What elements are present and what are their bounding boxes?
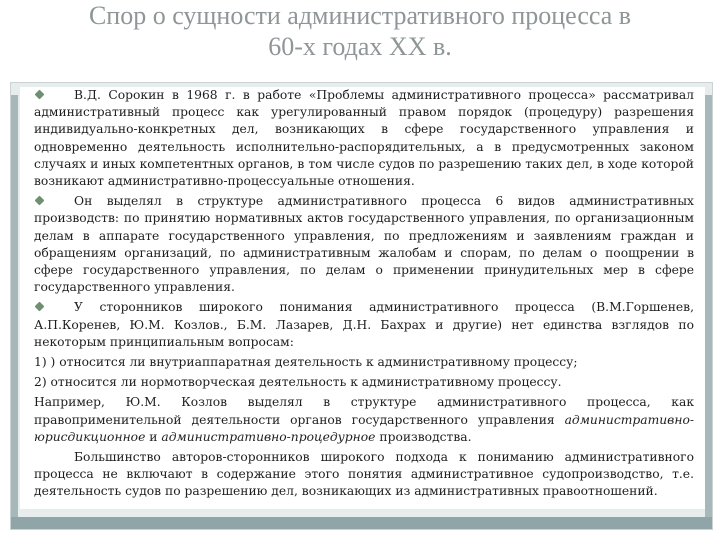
bullet-paragraph-2 (34, 193, 694, 296)
diamond-bullet-icon (35, 196, 45, 206)
example-text-and: и (149, 429, 158, 444)
list-item-1: 1) ) относится ли внутриаппаратная деятельность к административному процессу; (34, 355, 578, 370)
example-emphasis-2: административно-процедурное (161, 429, 376, 444)
final-paragraph (34, 449, 694, 501)
example-text-end: производства. (379, 429, 472, 444)
bullet-paragraph-1 (34, 87, 694, 190)
slide-title-line-2: 60-х годах XX в. (268, 32, 452, 61)
diamond-bullet-icon (35, 302, 45, 312)
bullet-2-text: Он выделял в структуре административного процесса 6 видов административных производств: по принятию нормативных актов государственного управления, по организационным делам в аппарате государственного управления, по предложениям и заявлениям граждан и обращениям организаций, по административным жалобам и спорам, по делам о поощрении в сфере государственного управления, по делам о применении принудительных мер в сфере государственного управления. (34, 194, 694, 295)
slide-title (0, 0, 720, 62)
frame-bottom-bar (11, 517, 712, 529)
example-paragraph (34, 394, 694, 446)
slide-frame (10, 82, 713, 530)
slide-content (20, 87, 705, 509)
bullet-paragraph-3 (34, 299, 694, 351)
list-item-2: 2) относится ли нормотворческая деятельность к административному процессу. (34, 375, 562, 390)
final-paragraph-text: Большинство авторов-сторонников широкого подхода к пониманию административного процесса не включают в содержание этого понятия административное судопроизводство, т.е. деятельность судов по разрешению дел, возникающих из административных правоотношений. (34, 450, 694, 499)
bullet-3-text: У сторонников широкого понимания административного процесса (В.М.Горшенев, А.П.Коренев, Ю.М. Козлов., Б.М. Лазарев, Д.Н. Бахрах и другие) нет единства взглядов по некоторым принципиальным вопросам: (34, 300, 694, 349)
frame-right-bar (705, 95, 712, 517)
slide-body (34, 87, 694, 501)
slide-title-line-1: Спор о сущности административного процесса в (88, 1, 632, 30)
frame-left-bar (11, 95, 18, 517)
example-emphasis-1: административно-юрисдикционное (34, 412, 694, 444)
diamond-bullet-icon (35, 90, 45, 100)
example-text-start: Например, Ю.М. Козлов выделял в структуре административного процесса, как правоприменительной деятельности органов государственного управления (34, 395, 694, 427)
bullet-1-text: В.Д. Сорокин в 1968 г. в работе «Проблемы административного процесса» рассматривал административный процесс как урегулированный правом порядок (процедуру) разрешения индивидуально-конкретных дел, возникающих в сфере государственного управления и одновременно деятельность исполнительно-распорядительных, а в предусмотренных законом случаях и иных компетентных органов, в том числе судов по разрешению таких дел, в ходе которой возникают административно-процессуальные отношения. (34, 88, 694, 189)
